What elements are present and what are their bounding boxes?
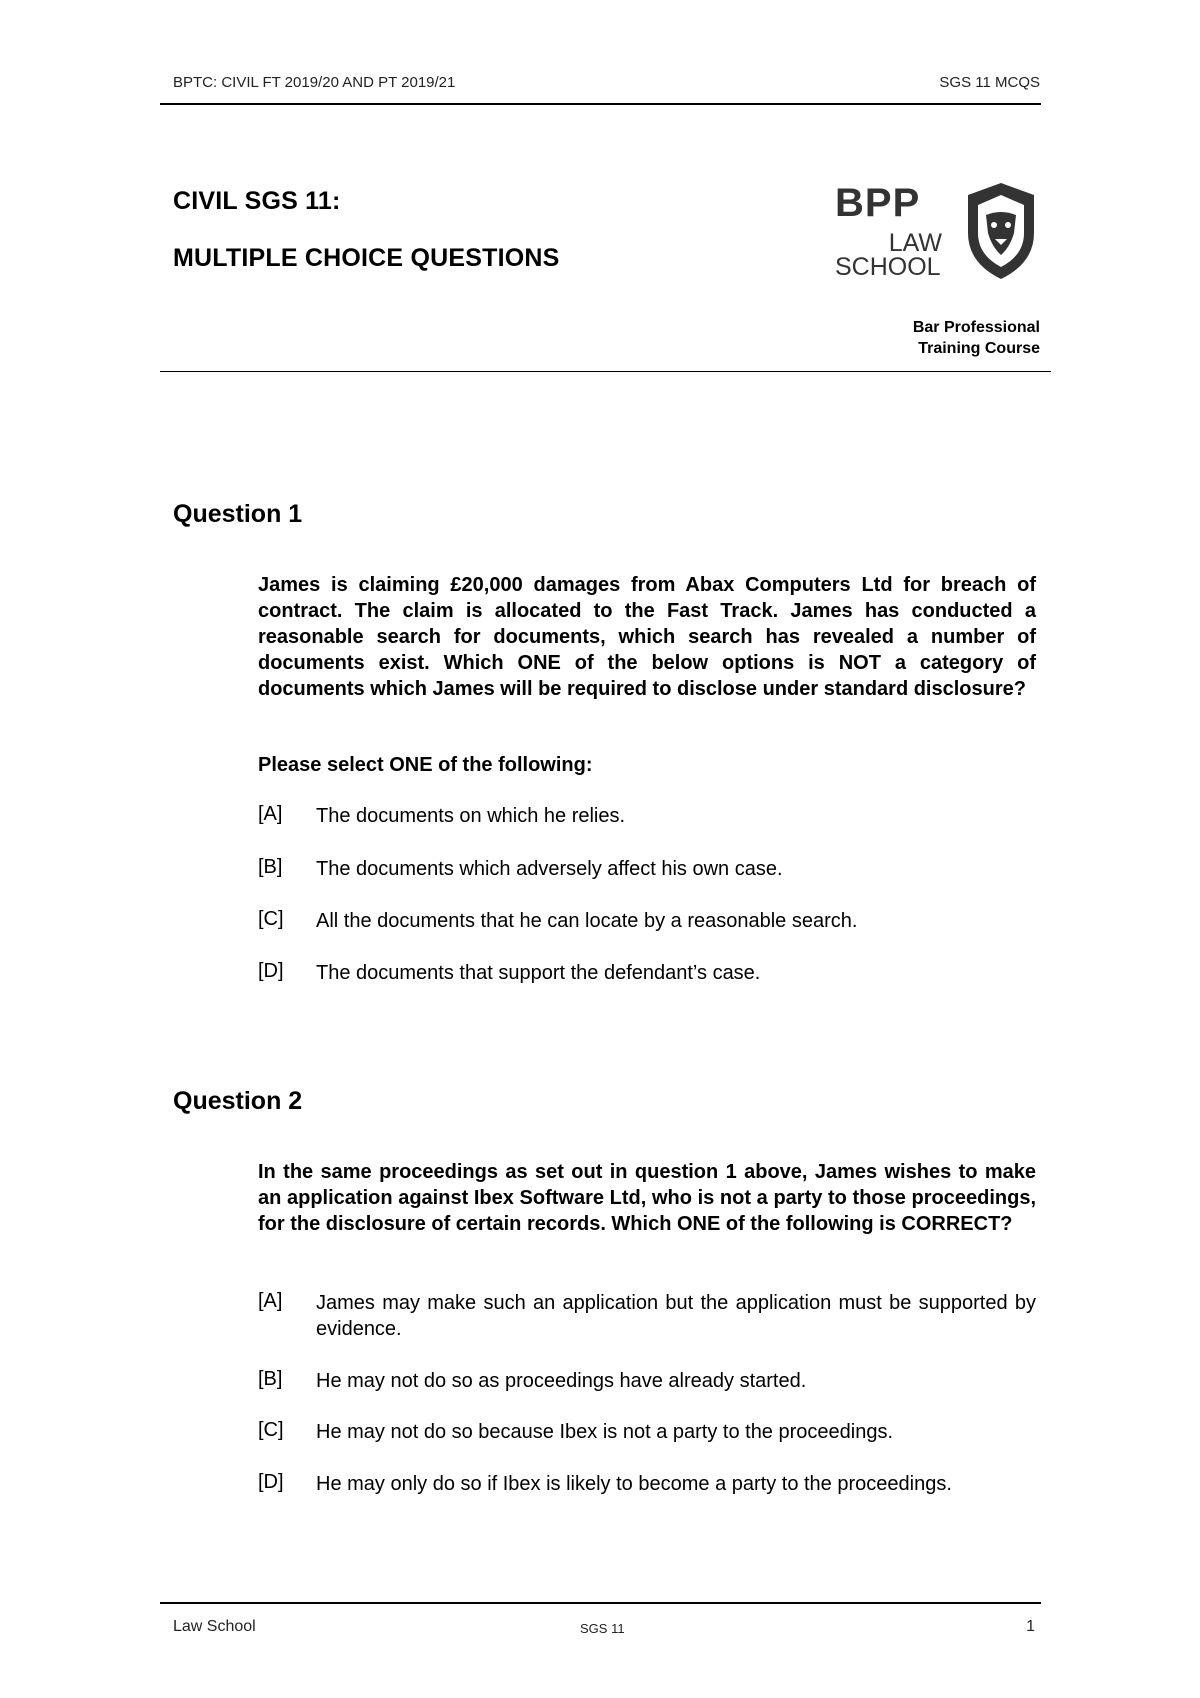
question2-option-b-text: He may not do so as proceedings have already started. [316,1370,807,1392]
lion-shield-icon [964,181,1039,281]
question1-option-a-text: The documents on which he relies. [316,805,626,827]
bpp-law-school-logo [835,181,1035,281]
logo-text-law: LAW [888,229,942,257]
question2-option-c-letter: [C] [258,1419,284,1441]
question1-option-c-letter: [C] [258,908,284,930]
doc-title-line2: MULTIPLE CHOICE QUESTIONS [173,244,560,272]
logo-text-school: SCHOOL [835,253,941,281]
header-course: BPTC: CIVIL FT 2019/20 AND PT 2019/21 [173,74,456,91]
subtitle-line2: Training Course [918,340,1040,357]
subtitle-line1: Bar Professional [912,319,1040,336]
question1-option-b-letter: [B] [258,856,283,878]
question2-stem: In the same proceedings as set out in question 1 above, James wishes to make an application against Ibex Software Ltd, who is not a party to those proceedings, for the disclosure of certain records. Which ONE of the following is CORRECT? [258,1161,1036,1235]
header-rule [160,103,1041,105]
question1-option-a-letter: [A] [258,803,283,825]
question2-option-a-text: James may make such an application but the application must be supported by evidence. [316,1292,1036,1340]
question1-option-b-text: The documents which adversely affect his own case. [316,858,783,880]
question1-stem: James is claiming £20,000 damages from Abax Computers Ltd for breach of contract. The claim is allocated to the Fast Track. James has conducted a reasonable search for documents, which search has revealed a number of documents exist. Which ONE of the below options is NOT a category of documents which James will be required to disclose under standard disclosure? [258,574,1036,700]
question1-option-d-letter: [D] [258,960,284,982]
footer-rule [160,1602,1041,1604]
question2-option-b-letter: [B] [258,1368,283,1390]
doc-title-line1: CIVIL SGS 11: [173,187,341,215]
question1-instruction: Please select ONE of the following: [258,754,593,776]
question2-option-d-text: He may only do so if Ibex is likely to become a party to the proceedings. [316,1473,952,1495]
question2-heading: Question 2 [173,1087,303,1115]
question1-heading: Question 1 [173,500,303,528]
logo-text-bpp: BPP [835,181,921,225]
footer-left: Law School [173,1618,256,1635]
footer-center: SGS 11 [580,1621,625,1636]
question2-option-a-letter: [A] [258,1290,283,1312]
title-rule [160,371,1051,372]
question1-option-c-text: All the documents that he can locate by a reasonable search. [316,910,858,932]
question1-option-d-text: The documents that support the defendant’s case. [316,962,761,984]
question2-option-c-text: He may not do so because Ibex is not a party to the proceedings. [316,1421,894,1443]
page-number: 1 [1026,1618,1035,1635]
header-doc-code: SGS 11 MCQS [939,74,1040,91]
question2-option-d-letter: [D] [258,1471,284,1493]
